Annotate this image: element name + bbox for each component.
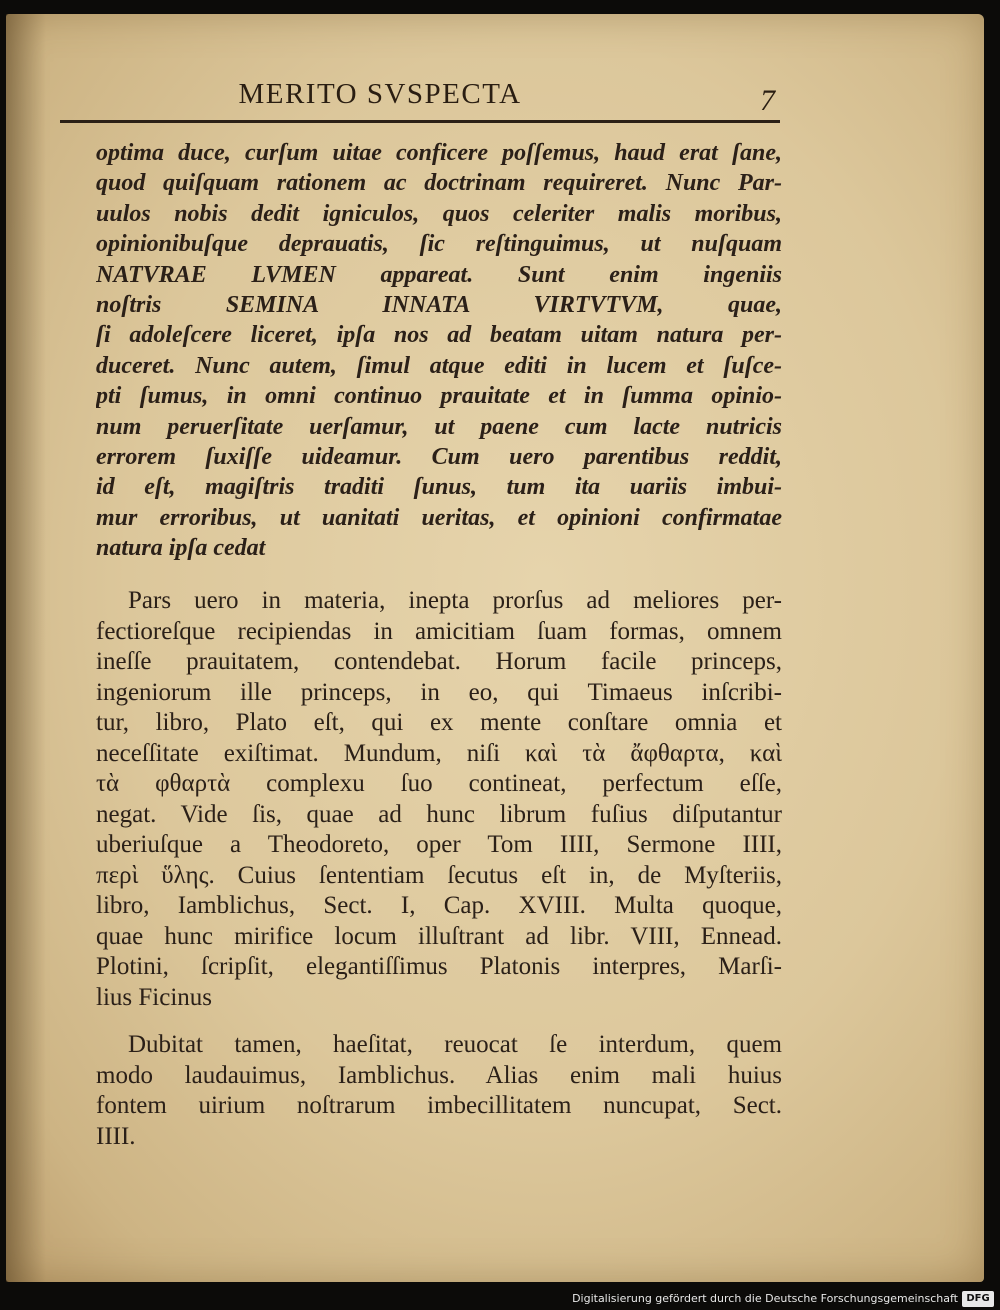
- text-line: IIII.: [96, 1122, 136, 1150]
- text-line: mur erroribus, ut uanitati ueritas, et opinioni confirmatae: [96, 504, 782, 531]
- text-line: num peruerſitate uerſamur, ut paene cum lacte nutricis: [96, 413, 782, 440]
- text-line: Pars uero in materia, inepta prorſus ad meliores per-: [128, 587, 782, 614]
- text-line: uulos nobis dedit igniculos, quos celeriter malis moribus,: [96, 200, 782, 227]
- paragraph-2: [96, 586, 782, 1013]
- page-number: 7: [760, 84, 775, 117]
- text-line: noſtris SEMINA INNATA VIRTVTVM, quae,: [96, 292, 782, 319]
- text-line: ingeniorum ille princeps, in eo, qui Timaeus inſcribi-: [96, 678, 782, 706]
- text-line: Dubitat tamen, haeſitat, reuocat ſe interdum, quem: [128, 1031, 782, 1058]
- paragraph-1: [96, 138, 782, 564]
- text-line: τὰ φθαρτὰ complexu ſuo contineat, perfectum eſſe,: [96, 770, 782, 797]
- text-line: errorem ſuxiſſe uideamur. Cum uero parentibus reddit,: [96, 444, 782, 471]
- text-line: natura ipſa cedat: [96, 535, 266, 562]
- text-line: ineſſe prauitatem, contendebat. Horum facile princeps,: [96, 648, 782, 675]
- digitization-footer: [0, 1290, 1000, 1310]
- text-line: opinionibuſque deprauatis, ſic reſtinguimus, ut nuſquam: [96, 231, 782, 258]
- text-line: NATVRAE LVMEN appareat. Sunt enim ingeniis: [96, 261, 782, 288]
- text-line: ſi adoleſcere liceret, ipſa nos ad beatam uitam natura per-: [96, 322, 782, 349]
- text-line: negat. Vide ſis, quae ad hunc librum fuſius diſputantur: [96, 800, 782, 828]
- text-line: uberiuſque a Theodoreto, oper Tom IIII, Sermone IIII,: [96, 831, 782, 858]
- text-line: optima duce, curſum uitae conficere poſſemus, haud erat ſane,: [96, 140, 782, 166]
- funding-credit: Digitalisierung gefördert durch die Deutsche Forschungsgemeinschaft: [572, 1292, 958, 1305]
- spine-shadow: [6, 14, 46, 1282]
- text-line: pti ſumus, in omni continuo prauitate et in ſumma opinio-: [96, 383, 782, 410]
- paragraph-3: [96, 1030, 782, 1152]
- text-line: duceret. Nunc autem, ſimul atque editi in lucem et ſuſce-: [96, 352, 782, 379]
- text-line: fectioreſque recipiendas in amicitiam ſuam formas, omnem: [96, 617, 782, 645]
- text-line: quod quiſquam rationem ac doctrinam requireret. Nunc Par-: [96, 170, 782, 197]
- text-line: tur, libro, Plato eſt, qui ex mente conſtare omnia et: [96, 709, 782, 736]
- text-line: quae hunc mirifice locum illuſtrant ad libr. VIII, Ennead.: [96, 922, 782, 950]
- text-line: id eſt, magiſtris traditi ſunus, tum ita uariis imbui-: [96, 474, 782, 501]
- dfg-logo: DFG: [962, 1291, 994, 1307]
- text-line: modo laudauimus, Iamblichus. Alias enim mali huius: [96, 1061, 782, 1089]
- text-line: lius Ficinus: [96, 983, 212, 1011]
- text-line: fontem uirium noſtrarum imbecillitatem nuncupat, Sect.: [96, 1092, 782, 1119]
- text-line: Plotini, ſcripſit, elegantiſſimus Platonis interpres, Marſi-: [96, 953, 782, 980]
- text-line: περὶ ὕλης. Cuius ſententiam ſecutus eſt in, de Myſteriis,: [96, 861, 782, 889]
- running-head: MERITO SVSPECTA: [238, 78, 522, 110]
- header-rule: [60, 120, 780, 123]
- text-line: neceſſitate exiſtimat. Mundum, niſi καὶ τὰ ἄφθαρτα, καὶ: [96, 739, 782, 767]
- text-line: libro, Iamblichus, Sect. I, Cap. XVIII. Multa quoque,: [96, 892, 782, 919]
